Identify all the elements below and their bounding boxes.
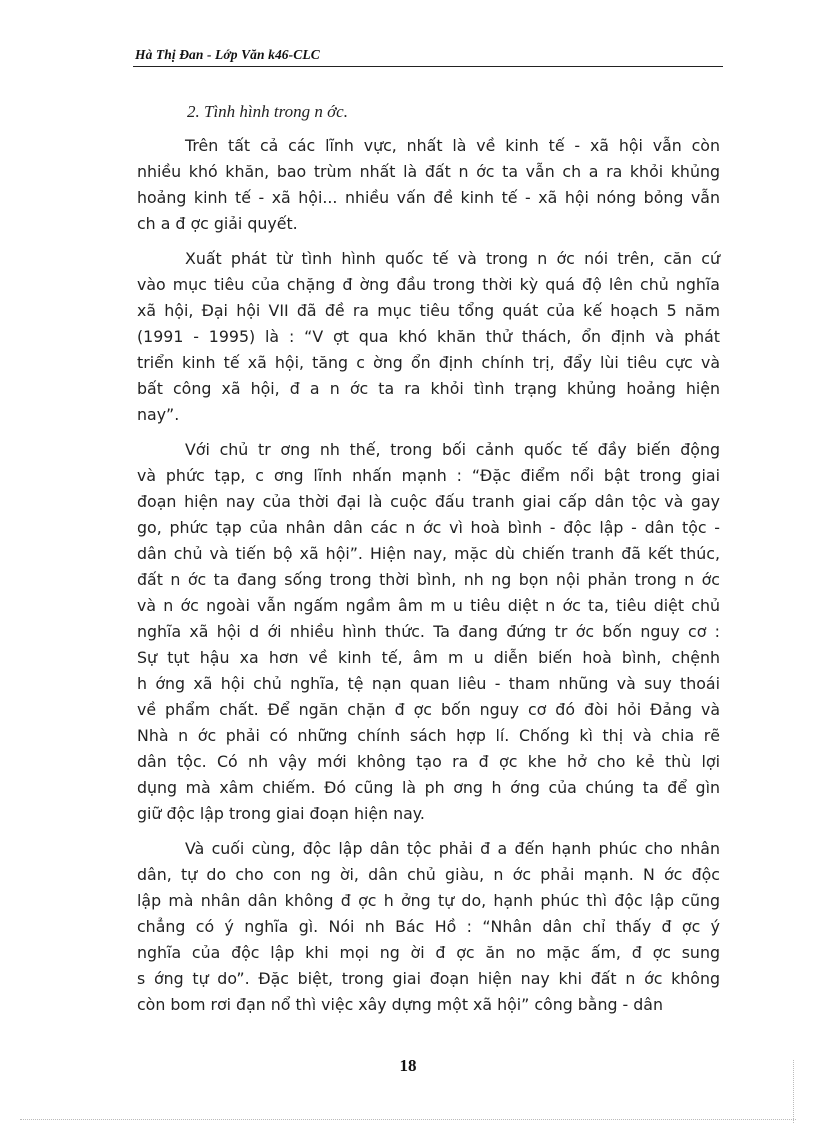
paragraph-line: Và cuối cùng, độc lập dân tộc phải đ a đến hạnh phúc cho nhân	[185, 839, 720, 858]
paragraph-line: h ớng xã hội chủ nghĩa, tệ nạn quan liêu - tham nhũng và suy thoái	[137, 674, 720, 693]
paragraph-line: và n ớc ngoài vẫn ngấm ngầm âm m u tiêu diệt n ớc ta, tiêu diệt chủ	[137, 596, 720, 615]
paragraph-line: Với chủ tr ơng nh thế, trong bối cảnh quốc tế đầy biến động	[185, 440, 720, 459]
paragraph-line: và phức tạp, c ơng lĩnh nhấn mạnh : “Đặc điểm nổi bật trong giai	[137, 466, 720, 485]
paragraph-line: nhiều khó khăn, bao trùm nhất là đất n ớc ta vẫn ch a ra khỏi khủng	[137, 162, 720, 181]
paragraph-line: xã hội, Đại hội VII đã đề ra mục tiêu tổng quát của kế hoạch 5 năm	[137, 301, 720, 320]
paragraph	[137, 437, 720, 827]
running-header: Hà Thị Đan - Lớp Văn k46-CLC	[135, 47, 320, 62]
paragraph-line: nghĩa xã hội d ới nhiều hình thức. Ta đang đứng tr ớc bốn nguy cơ :	[137, 622, 720, 641]
paragraph-line: chẳng có ý nghĩa gì. Nói nh Bác Hồ : “Nhân dân chỉ thấy đ ợc ý	[137, 917, 720, 936]
paragraph-line: dụng mà xâm chiếm. Đó cũng là ph ơng h ớng của chúng ta để gìn	[137, 778, 720, 797]
paragraph-line: về phẩm chất. Để ngăn chặn đ ợc bốn nguy cơ đó đòi hỏi Đảng và	[137, 700, 720, 719]
paragraph-line: go, phức tạp của nhân dân các n ớc vì hoà bình - độc lập - dân tộc -	[137, 518, 720, 537]
paragraph-line: ch a đ ợc giải quyết.	[137, 214, 298, 233]
paragraph-line: còn bom rơi đạn nổ thì việc xây dựng một xã hội” công bằng - dân	[137, 995, 663, 1014]
corner-dotted-rule	[793, 1060, 794, 1123]
paragraph-line: dân tộc. Có nh vậy mới không tạo ra đ ợc khe hở cho kẻ thù lợi	[137, 752, 720, 771]
paragraph-line: Sự tụt hậu xa hơn về kinh tế, âm m u diễn biến hoà bình, chệnh	[137, 648, 720, 667]
paragraph-line: nay”.	[137, 405, 180, 424]
paragraph-line: vào mục tiêu của chặng đ ờng đầu trong thời kỳ quá độ lên chủ nghĩa	[137, 275, 720, 294]
paragraph-line: Trên tất cả các lĩnh vực, nhất là về kinh tế - xã hội vẫn còn	[185, 136, 720, 155]
paragraph	[137, 246, 720, 428]
paragraph-line: bất công xã hội, đ a n ớc ta ra khỏi tình trạng khủng hoảng hiện	[137, 379, 720, 398]
header-rule	[133, 66, 723, 67]
paragraph-line: hoảng kinh tế - xã hội... nhiều vấn đề kinh tế - xã hội nóng bỏng vẫn	[137, 188, 720, 207]
paragraph-line: s ớng tự do”. Đặc biệt, trong giai đoạn hiện nay khi đất n ớc không	[137, 969, 720, 988]
paragraph	[137, 836, 720, 1018]
paragraph-line: (1991 - 1995) là : “V ợt qua khó khăn thử thách, ổn định và phát	[137, 327, 720, 346]
page-number: 18	[399, 1056, 417, 1075]
paragraph-list	[137, 133, 720, 1018]
paragraph-line: Nhà n ớc phải có những chính sách hợp lí. Chống kì thị và chia rẽ	[137, 726, 720, 745]
paragraph-line: đoạn hiện nay của thời đại là cuộc đấu tranh giai cấp dân tộc và gay	[137, 492, 720, 511]
paragraph-line: lập mà nhân dân không đ ợc h ởng tự do, hạnh phúc thì độc lập cũng	[137, 891, 720, 910]
paragraph-line: dân, tự do cho con ng ời, dân chủ giàu, n ớc phải mạnh. N ớc độc	[137, 865, 720, 884]
paragraph	[137, 133, 720, 237]
paragraph-line: giữ độc lập trong giai đoạn hiện nay.	[137, 804, 425, 823]
paragraph-line: Xuất phát từ tình hình quốc tế và trong n ớc nói trên, căn cứ	[185, 249, 720, 268]
page-body	[137, 96, 720, 1027]
footer-dotted-rule	[20, 1119, 796, 1120]
paragraph-line: triển kinh tế xã hội, tăng c ờng ổn định chính trị, đẩy lùi tiêu cực và	[137, 353, 720, 372]
paragraph-line: dân chủ và tiến bộ xã hội”. Hiện nay, mặc dù chiến tranh đã kết thúc,	[137, 544, 720, 563]
section-heading: 2. Tình hình trong n ớc.	[187, 102, 348, 121]
paragraph-line: nghĩa của độc lập khi mọi ng ời đ ợc ăn no mặc ấm, đ ợc sung	[137, 943, 720, 962]
paragraph-line: đất n ớc ta đang sống trong thời bình, nh ng bọn nội phản trong n ớc	[137, 570, 720, 589]
